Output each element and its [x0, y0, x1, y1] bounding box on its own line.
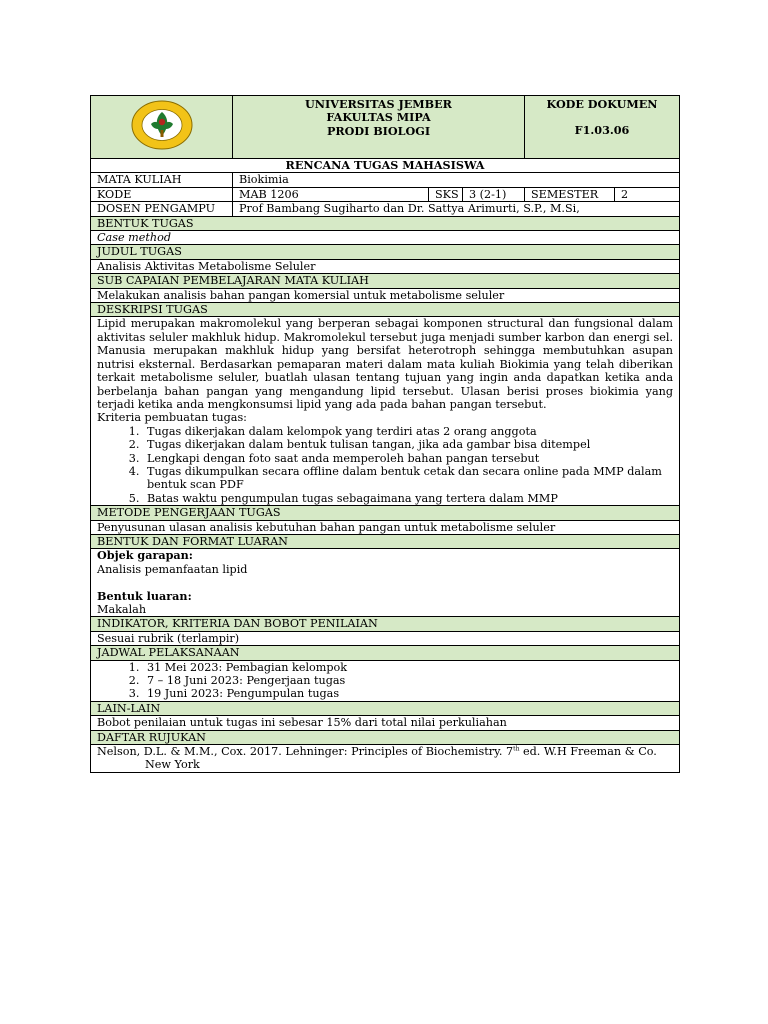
assignment-document	[90, 95, 679, 773]
semester-label: SEMESTER	[525, 187, 615, 201]
task-title-label: JUDUL TUGAS	[91, 245, 680, 259]
references-cell	[91, 745, 680, 773]
reference-main: Nelson, D.L. & M.M., Cox. 2017. Lehninger: Principles of Biochemistry. 7	[97, 745, 514, 759]
program-name: PRODI BIOLOGI	[326, 123, 431, 138]
list-item: 2. Tugas dikerjakan dalam bentuk tulisan tangan, jika ada gambar bisa ditempel	[143, 438, 673, 451]
reference-superscript: th	[513, 745, 520, 753]
university-name: UNIVERSITAS JEMBER	[305, 97, 452, 111]
sks-value: 3 (2-1)	[463, 187, 525, 201]
list-item: 4. Tugas dikumpulkan secara offline dalam bentuk cetak dan secara online pada MMP dalam bentuk scan PDF	[143, 465, 673, 492]
faculty-name: FAKULTAS MIPA	[326, 110, 431, 125]
description-label: DESKRIPSI TUGAS	[91, 303, 680, 317]
criteria-label: Kriteria pembuatan tugas:	[97, 411, 247, 425]
object-label: Objek garapan:	[97, 548, 193, 563]
output-form-label: Bentuk luaran:	[97, 588, 192, 603]
logo-cell	[91, 96, 233, 159]
document-title: RENCANA TUGAS MAHASISWA	[91, 159, 680, 173]
list-item: 3. Lengkapi dengan foto saat anda memperoleh bahan pangan tersebut	[143, 452, 673, 465]
reference-line-2: New York	[145, 758, 200, 772]
list-item: 1. Tugas dikerjakan dalam kelompok yang terdiri atas 2 orang anggota	[143, 425, 673, 438]
schedule-cell	[91, 660, 680, 701]
list-item: 5. Batas waktu pengumpulan tugas sebagaimana yang tertera dalam MMP	[143, 492, 673, 505]
output-form-value: Makalah	[97, 602, 147, 616]
list-item: 2. 7 – 18 Juni 2023: Pengerjaan tugas	[143, 674, 673, 687]
document-code-value: F1.03.06	[574, 123, 630, 138]
description-cell	[91, 317, 680, 506]
criteria-list	[97, 425, 673, 505]
task-form-value: Case method	[91, 231, 680, 245]
sub-cpmk-label: SUB CAPAIAN PEMBELAJARAN MATA KULIAH	[91, 274, 680, 288]
list-item: 3. 19 Juni 2023: Pengumpulan tugas	[143, 687, 673, 700]
course-label: MATA KULIAH	[91, 173, 233, 187]
sub-cpmk-value: Melakukan analisis bahan pangan komersial untuk metabolisme seluler	[91, 288, 680, 302]
schedule-label: JADWAL PELAKSANAAN	[91, 646, 680, 660]
object-value: Analisis pemanfaatan lipid	[97, 562, 248, 576]
course-value: Biokimia	[233, 173, 680, 187]
semester-value: 2	[615, 187, 680, 201]
sks-label: SKS	[429, 187, 463, 201]
other-value: Bobot penilaian untuk tugas ini sebesar 15% dari total nilai perkuliahan	[91, 716, 680, 730]
references-label: DAFTAR RUJUKAN	[91, 730, 680, 744]
code-label: KODE	[91, 187, 233, 201]
institution-cell	[233, 96, 525, 159]
other-label: LAIN-LAIN	[91, 701, 680, 715]
reference-tail: ed. W.H Freeman & Co.	[519, 745, 657, 759]
code-value: MAB 1206	[233, 187, 429, 201]
task-title-value: Analisis Aktivitas Metabolisme Seluler	[91, 259, 680, 273]
schedule-list	[97, 661, 673, 701]
document-code-cell	[525, 96, 680, 159]
document-code-label: KODE DOKUMEN	[546, 97, 658, 111]
task-form-label: BENTUK TUGAS	[91, 216, 680, 230]
assessment-label: INDIKATOR, KRITERIA DAN BOBOT PENILAIAN	[91, 617, 680, 631]
description-paragraph: Lipid merupakan makromolekul yang berperan sebagai komponen structural dan fungsional dalam aktivitas seluler makhluk hidup. Makromolekul tersebut juga menjadi sumber karbon dan energi sel. Manusia merupakan makhluk hidup yang bersifat heterotroph sehingga membutuhkan asupan nutrisi eksternal. Berdasarkan pemaparan materi dalam mata kuliah Biokimia yang telah diberikan terkait metabolisme seluler, buatlah ulasan tentang tujuan yang ingin anda dapatkan ketika anda berbelanja bahan pangan yang mengandung lipid tersebut. Ulasan berisi proses biokimia yang terjadi ketika anda mengkonsumsi lipid yang ada pada bahan pangan tersebut.	[97, 317, 673, 411]
output-label: BENTUK DAN FORMAT LUARAN	[91, 534, 680, 548]
lecturer-label: DOSEN PENGAMPU	[91, 202, 233, 216]
university-logo-icon	[131, 100, 193, 150]
assessment-value: Sesuai rubrik (terlampir)	[91, 631, 680, 645]
rtm-table	[90, 95, 680, 773]
list-item: 1. 31 Mei 2023: Pembagian kelompok	[143, 661, 673, 674]
lecturer-value: Prof Bambang Sugiharto dan Dr. Sattya Arimurti, S.P., M.Si,	[233, 202, 680, 216]
method-label: METODE PENGERJAAN TUGAS	[91, 506, 680, 520]
method-value: Penyusunan ulasan analisis kebutuhan bahan pangan untuk metabolisme seluler	[91, 520, 680, 534]
reference-entry	[97, 745, 673, 758]
output-cell	[91, 549, 680, 617]
